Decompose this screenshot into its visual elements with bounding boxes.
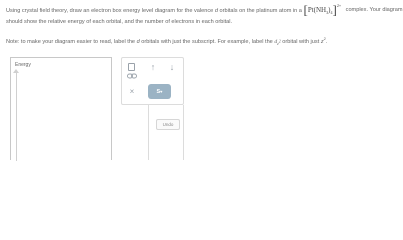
question-part2: orbitals on the platinum atom in a bbox=[217, 7, 304, 14]
square-outline-icon bbox=[128, 63, 135, 71]
energy-axis-label: Energy bbox=[15, 62, 31, 68]
question-part3: complex. Your diagram bbox=[345, 6, 403, 13]
check-answer-button[interactable]: S ♥ bbox=[148, 84, 171, 99]
clear-button[interactable]: × bbox=[129, 86, 135, 96]
link-tool-button[interactable] bbox=[126, 72, 138, 80]
question-text-line1 bbox=[6, 2, 403, 19]
undo-button[interactable]: Undo bbox=[156, 119, 180, 130]
question-text-line2: should show the relative energy of each orbital, and the number of electrons in each orbital. bbox=[6, 19, 233, 25]
note-text: Note: to make your diagram easier to read, label the d orbitals with just the subscript. For example, label the $d_{z^2}$ orbital with just $z^2$. bbox=[6, 36, 328, 46]
spin-up-arrow-button[interactable]: ↑ bbox=[150, 61, 156, 72]
d-symbol: d bbox=[214, 7, 218, 14]
energy-axis bbox=[16, 72, 17, 161]
complex-formula: $[Pt(NH_3)_4]^{2+}$ bbox=[303, 2, 342, 17]
diagram-toolbar bbox=[121, 57, 184, 105]
check-icon: ♥ bbox=[160, 89, 163, 94]
toolbar-lower-panel bbox=[148, 105, 184, 160]
chain-link-icon bbox=[127, 73, 137, 79]
add-orbital-box-button[interactable] bbox=[126, 61, 136, 72]
spin-down-arrow-button[interactable]: ↓ bbox=[169, 61, 175, 72]
orbital-example: $d_{z^2}$ bbox=[274, 38, 281, 46]
energy-diagram-canvas[interactable] bbox=[10, 57, 112, 160]
question-part1: Using crystal field theory, draw an electron box energy level diagram for the valence bbox=[6, 7, 215, 14]
